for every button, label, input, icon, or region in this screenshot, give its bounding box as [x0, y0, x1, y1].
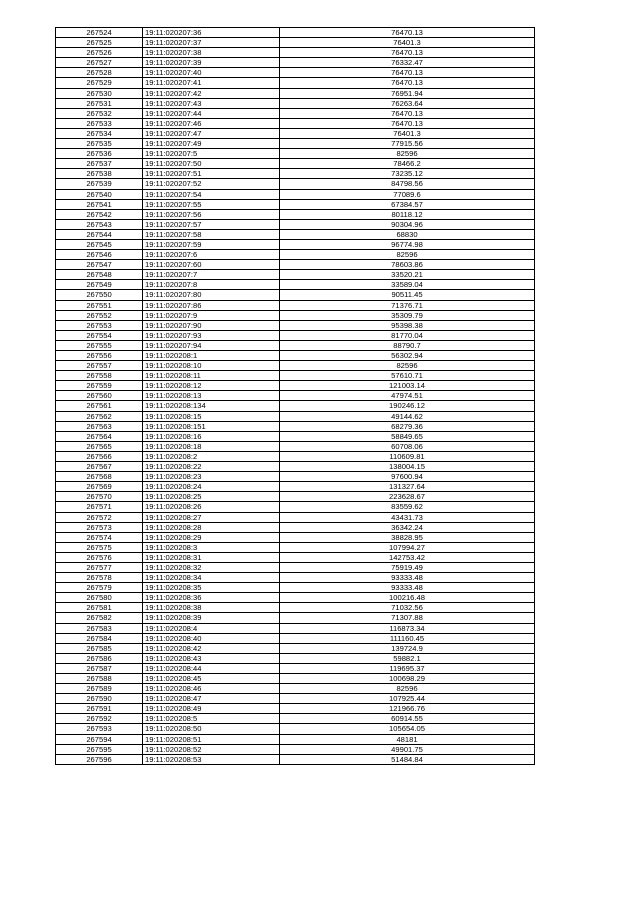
cadastral-number-cell: 19:11:020207:46: [143, 118, 280, 128]
row-id-cell: 267526: [56, 48, 143, 58]
cadastral-number-cell: 19:11:020207:37: [143, 38, 280, 48]
value-cell: 190246.12: [280, 401, 535, 411]
value-cell: 77089.6: [280, 189, 535, 199]
table-row: [56, 169, 535, 179]
table-row: [56, 290, 535, 300]
row-id-cell: 267553: [56, 320, 143, 330]
value-cell: 116873.34: [280, 623, 535, 633]
cadastral-number-cell: 19:11:020207:56: [143, 209, 280, 219]
value-cell: 68279.36: [280, 421, 535, 431]
cadastral-number-cell: 19:11:020207:54: [143, 189, 280, 199]
cadastral-number-cell: 19:11:020208:2: [143, 451, 280, 461]
cadastral-number-cell: 19:11:020207:90: [143, 320, 280, 330]
value-cell: 76263.64: [280, 98, 535, 108]
value-cell: 82596: [280, 250, 535, 260]
row-id-cell: 267559: [56, 381, 143, 391]
value-cell: 71307.88: [280, 613, 535, 623]
value-cell: 84798.56: [280, 179, 535, 189]
value-cell: 82596: [280, 361, 535, 371]
row-id-cell: 267552: [56, 310, 143, 320]
cadastral-number-cell: 19:11:020208:32: [143, 562, 280, 572]
table-row: [56, 663, 535, 673]
value-cell: 76470.13: [280, 118, 535, 128]
row-id-cell: 267591: [56, 704, 143, 714]
cadastral-number-cell: 19:11:020207:60: [143, 260, 280, 270]
cadastral-number-cell: 19:11:020207:38: [143, 48, 280, 58]
table-row: [56, 88, 535, 98]
table-row: [56, 28, 535, 38]
cadastral-number-cell: 19:11:020208:15: [143, 411, 280, 421]
table-row: [56, 724, 535, 734]
value-cell: 80118.12: [280, 209, 535, 219]
cadastral-number-cell: 19:11:020207:49: [143, 139, 280, 149]
cadastral-number-cell: 19:11:020208:23: [143, 472, 280, 482]
row-id-cell: 267529: [56, 78, 143, 88]
table-row: [56, 512, 535, 522]
row-id-cell: 267542: [56, 209, 143, 219]
cadastral-number-cell: 19:11:020208:10: [143, 361, 280, 371]
row-id-cell: 267584: [56, 633, 143, 643]
row-id-cell: 267532: [56, 108, 143, 118]
table-row: [56, 532, 535, 542]
table-row: [56, 441, 535, 451]
value-cell: 78466.2: [280, 159, 535, 169]
value-cell: 59882.1: [280, 653, 535, 663]
value-cell: 76401.3: [280, 38, 535, 48]
value-cell: 111160.45: [280, 633, 535, 643]
table-row: [56, 451, 535, 461]
table-row: [56, 108, 535, 118]
table-row: [56, 613, 535, 623]
table-row: [56, 239, 535, 249]
cadastral-number-cell: 19:11:020208:11: [143, 371, 280, 381]
table-row: [56, 562, 535, 572]
table-row: [56, 300, 535, 310]
table-row: [56, 431, 535, 441]
table-row: [56, 68, 535, 78]
table-row: [56, 674, 535, 684]
row-id-cell: 267545: [56, 239, 143, 249]
table-row: [56, 78, 535, 88]
cadastral-number-cell: 19:11:020208:40: [143, 633, 280, 643]
cadastral-number-cell: 19:11:020208:134: [143, 401, 280, 411]
value-cell: 107925.44: [280, 694, 535, 704]
row-id-cell: 267580: [56, 593, 143, 603]
cadastral-number-cell: 19:11:020208:1: [143, 351, 280, 361]
cadastral-number-cell: 19:11:020207:80: [143, 290, 280, 300]
row-id-cell: 267539: [56, 179, 143, 189]
cadastral-number-cell: 19:11:020208:49: [143, 704, 280, 714]
row-id-cell: 267560: [56, 391, 143, 401]
value-cell: 38828.95: [280, 532, 535, 542]
cadastral-number-cell: 19:11:020208:43: [143, 653, 280, 663]
cadastral-number-cell: 19:11:020208:34: [143, 573, 280, 583]
value-cell: 82596: [280, 684, 535, 694]
value-cell: 142753.42: [280, 552, 535, 562]
value-cell: 33520.21: [280, 270, 535, 280]
table-row: [56, 199, 535, 209]
row-id-cell: 267554: [56, 330, 143, 340]
row-id-cell: 267573: [56, 522, 143, 532]
value-cell: 110609.81: [280, 451, 535, 461]
cadastral-number-cell: 19:11:020208:18: [143, 441, 280, 451]
table-row: [56, 320, 535, 330]
row-id-cell: 267577: [56, 562, 143, 572]
cadastral-number-cell: 19:11:020208:39: [143, 613, 280, 623]
value-cell: 71032.56: [280, 603, 535, 613]
value-cell: 47974.51: [280, 391, 535, 401]
table-row: [56, 330, 535, 340]
cadastral-number-cell: 19:11:020208:22: [143, 462, 280, 472]
cadastral-number-cell: 19:11:020208:51: [143, 734, 280, 744]
value-cell: 90304.96: [280, 219, 535, 229]
cadastral-number-cell: 19:11:020208:13: [143, 391, 280, 401]
value-cell: 223628.67: [280, 492, 535, 502]
value-cell: 77915.56: [280, 139, 535, 149]
row-id-cell: 267578: [56, 573, 143, 583]
row-id-cell: 267547: [56, 260, 143, 270]
cadastral-number-cell: 19:11:020207:55: [143, 199, 280, 209]
value-cell: 93333.48: [280, 573, 535, 583]
table-row: [56, 684, 535, 694]
table-row: [56, 583, 535, 593]
cadastral-number-cell: 19:11:020207:36: [143, 28, 280, 38]
value-cell: 78603.86: [280, 260, 535, 270]
cadastral-number-cell: 19:11:020208:38: [143, 603, 280, 613]
table-row: [56, 351, 535, 361]
row-id-cell: 267581: [56, 603, 143, 613]
cadastral-number-cell: 19:11:020208:50: [143, 724, 280, 734]
row-id-cell: 267537: [56, 159, 143, 169]
table-row: [56, 421, 535, 431]
value-cell: 36342.24: [280, 522, 535, 532]
cadastral-number-cell: 19:11:020208:52: [143, 744, 280, 754]
value-cell: 75919.49: [280, 562, 535, 572]
cadastral-number-cell: 19:11:020207:9: [143, 310, 280, 320]
table-row: [56, 734, 535, 744]
row-id-cell: 267549: [56, 280, 143, 290]
row-id-cell: 267575: [56, 542, 143, 552]
row-id-cell: 267550: [56, 290, 143, 300]
table-row: [56, 593, 535, 603]
row-id-cell: 267571: [56, 502, 143, 512]
value-cell: 43431.73: [280, 512, 535, 522]
table-row: [56, 219, 535, 229]
row-id-cell: 267543: [56, 219, 143, 229]
value-cell: 100698.29: [280, 674, 535, 684]
cadastral-number-cell: 19:11:020208:24: [143, 482, 280, 492]
cadastral-number-cell: 19:11:020208:29: [143, 532, 280, 542]
cadastral-number-cell: 19:11:020207:42: [143, 88, 280, 98]
value-cell: 81770.04: [280, 330, 535, 340]
value-cell: 49144.62: [280, 411, 535, 421]
value-cell: 51484.84: [280, 754, 535, 764]
value-cell: 105654.05: [280, 724, 535, 734]
value-cell: 121003.14: [280, 381, 535, 391]
value-cell: 68830: [280, 229, 535, 239]
cadastral-number-cell: 19:11:020207:58: [143, 229, 280, 239]
table-row: [56, 250, 535, 260]
row-id-cell: 267538: [56, 169, 143, 179]
row-id-cell: 267555: [56, 340, 143, 350]
value-cell: 49901.75: [280, 744, 535, 754]
value-cell: 57610.71: [280, 371, 535, 381]
table-row: [56, 149, 535, 159]
table-row: [56, 623, 535, 633]
value-cell: 88790.7: [280, 340, 535, 350]
table-row: [56, 401, 535, 411]
value-cell: 76470.13: [280, 68, 535, 78]
value-cell: 60708.06: [280, 441, 535, 451]
cadastral-number-cell: 19:11:020208:12: [143, 381, 280, 391]
value-cell: 35309.79: [280, 310, 535, 320]
cadastral-number-cell: 19:11:020208:42: [143, 643, 280, 653]
value-cell: 93333.48: [280, 583, 535, 593]
table-row: [56, 159, 535, 169]
row-id-cell: 267544: [56, 229, 143, 239]
value-cell: 76332.47: [280, 58, 535, 68]
table-row: [56, 542, 535, 552]
row-id-cell: 267525: [56, 38, 143, 48]
table-row: [56, 502, 535, 512]
cadastral-number-cell: 19:11:020207:41: [143, 78, 280, 88]
data-table: [55, 27, 535, 765]
row-id-cell: 267593: [56, 724, 143, 734]
table-row: [56, 260, 535, 270]
value-cell: 73235.12: [280, 169, 535, 179]
row-id-cell: 267592: [56, 714, 143, 724]
cadastral-number-cell: 19:11:020208:3: [143, 542, 280, 552]
row-id-cell: 267551: [56, 300, 143, 310]
table-row: [56, 139, 535, 149]
table-row: [56, 522, 535, 532]
cadastral-number-cell: 19:11:020207:93: [143, 330, 280, 340]
cadastral-number-cell: 19:11:020208:27: [143, 512, 280, 522]
cadastral-number-cell: 19:11:020208:5: [143, 714, 280, 724]
cadastral-number-cell: 19:11:020207:57: [143, 219, 280, 229]
row-id-cell: 267594: [56, 734, 143, 744]
cadastral-number-cell: 19:11:020207:50: [143, 159, 280, 169]
table-row: [56, 48, 535, 58]
table-row: [56, 744, 535, 754]
value-cell: 76470.13: [280, 78, 535, 88]
cadastral-number-cell: 19:11:020207:43: [143, 98, 280, 108]
table-row: [56, 340, 535, 350]
cadastral-number-cell: 19:11:020208:44: [143, 663, 280, 673]
table-row: [56, 58, 535, 68]
row-id-cell: 267535: [56, 139, 143, 149]
row-id-cell: 267556: [56, 351, 143, 361]
row-id-cell: 267570: [56, 492, 143, 502]
cadastral-number-cell: 19:11:020208:53: [143, 754, 280, 764]
table-body: [56, 28, 535, 765]
table-row: [56, 603, 535, 613]
cadastral-number-cell: 19:11:020208:31: [143, 552, 280, 562]
value-cell: 48181: [280, 734, 535, 744]
cadastral-number-cell: 19:11:020207:40: [143, 68, 280, 78]
cadastral-number-cell: 19:11:020207:94: [143, 340, 280, 350]
table-row: [56, 179, 535, 189]
value-cell: 107994.27: [280, 542, 535, 552]
value-cell: 76470.13: [280, 108, 535, 118]
cadastral-number-cell: 19:11:020207:51: [143, 169, 280, 179]
cadastral-number-cell: 19:11:020207:52: [143, 179, 280, 189]
cadastral-number-cell: 19:11:020207:86: [143, 300, 280, 310]
row-id-cell: 267576: [56, 552, 143, 562]
value-cell: 76951.94: [280, 88, 535, 98]
row-id-cell: 267586: [56, 653, 143, 663]
table-row: [56, 482, 535, 492]
cadastral-number-cell: 19:11:020207:5: [143, 149, 280, 159]
value-cell: 76470.13: [280, 28, 535, 38]
value-cell: 97600.94: [280, 472, 535, 482]
row-id-cell: 267590: [56, 694, 143, 704]
table-row: [56, 98, 535, 108]
row-id-cell: 267558: [56, 371, 143, 381]
cadastral-number-cell: 19:11:020207:47: [143, 128, 280, 138]
value-cell: 71376.71: [280, 300, 535, 310]
table-row: [56, 118, 535, 128]
table-row: [56, 280, 535, 290]
row-id-cell: 267565: [56, 441, 143, 451]
table-row: [56, 754, 535, 764]
value-cell: 95398.38: [280, 320, 535, 330]
table-row: [56, 229, 535, 239]
table-row: [56, 573, 535, 583]
row-id-cell: 267528: [56, 68, 143, 78]
row-id-cell: 267569: [56, 482, 143, 492]
row-id-cell: 267534: [56, 128, 143, 138]
cadastral-number-cell: 19:11:020207:6: [143, 250, 280, 260]
row-id-cell: 267531: [56, 98, 143, 108]
value-cell: 60914.55: [280, 714, 535, 724]
cadastral-number-cell: 19:11:020208:4: [143, 623, 280, 633]
row-id-cell: 267585: [56, 643, 143, 653]
table-row: [56, 472, 535, 482]
table-row: [56, 653, 535, 663]
row-id-cell: 267582: [56, 613, 143, 623]
table-row: [56, 361, 535, 371]
cadastral-number-cell: 19:11:020208:45: [143, 674, 280, 684]
value-cell: 82596: [280, 149, 535, 159]
value-cell: 138004.15: [280, 462, 535, 472]
table-row: [56, 492, 535, 502]
value-cell: 67384.57: [280, 199, 535, 209]
row-id-cell: 267548: [56, 270, 143, 280]
cadastral-number-cell: 19:11:020207:7: [143, 270, 280, 280]
cadastral-number-cell: 19:11:020208:28: [143, 522, 280, 532]
row-id-cell: 267588: [56, 674, 143, 684]
row-id-cell: 267546: [56, 250, 143, 260]
value-cell: 96774.98: [280, 239, 535, 249]
value-cell: 119695.37: [280, 663, 535, 673]
value-cell: 90511.45: [280, 290, 535, 300]
table-row: [56, 633, 535, 643]
table-row: [56, 270, 535, 280]
table-row: [56, 209, 535, 219]
row-id-cell: 267568: [56, 472, 143, 482]
row-id-cell: 267596: [56, 754, 143, 764]
table-row: [56, 128, 535, 138]
row-id-cell: 267567: [56, 462, 143, 472]
value-cell: 58849.65: [280, 431, 535, 441]
cadastral-number-cell: 19:11:020208:26: [143, 502, 280, 512]
value-cell: 131327.64: [280, 482, 535, 492]
row-id-cell: 267563: [56, 421, 143, 431]
row-id-cell: 267587: [56, 663, 143, 673]
row-id-cell: 267533: [56, 118, 143, 128]
cadastral-number-cell: 19:11:020208:25: [143, 492, 280, 502]
table-row: [56, 381, 535, 391]
cadastral-number-cell: 19:11:020207:44: [143, 108, 280, 118]
row-id-cell: 267572: [56, 512, 143, 522]
table-row: [56, 391, 535, 401]
table-row: [56, 411, 535, 421]
row-id-cell: 267583: [56, 623, 143, 633]
value-cell: 100216.48: [280, 593, 535, 603]
value-cell: 121966.76: [280, 704, 535, 714]
table-row: [56, 552, 535, 562]
row-id-cell: 267564: [56, 431, 143, 441]
cadastral-number-cell: 19:11:020208:36: [143, 593, 280, 603]
table-row: [56, 462, 535, 472]
row-id-cell: 267589: [56, 684, 143, 694]
value-cell: 33589.04: [280, 280, 535, 290]
value-cell: 83559.62: [280, 502, 535, 512]
cadastral-number-cell: 19:11:020208:47: [143, 694, 280, 704]
row-id-cell: 267541: [56, 199, 143, 209]
table-row: [56, 643, 535, 653]
table-row: [56, 38, 535, 48]
table-row: [56, 371, 535, 381]
value-cell: 76470.13: [280, 48, 535, 58]
table-row: [56, 704, 535, 714]
row-id-cell: 267574: [56, 532, 143, 542]
cadastral-number-cell: 19:11:020208:35: [143, 583, 280, 593]
row-id-cell: 267527: [56, 58, 143, 68]
cadastral-number-cell: 19:11:020207:39: [143, 58, 280, 68]
row-id-cell: 267536: [56, 149, 143, 159]
cadastral-number-cell: 19:11:020208:46: [143, 684, 280, 694]
cadastral-number-cell: 19:11:020208:151: [143, 421, 280, 431]
table-row: [56, 310, 535, 320]
value-cell: 56302.94: [280, 351, 535, 361]
table-row: [56, 694, 535, 704]
value-cell: 76401.3: [280, 128, 535, 138]
row-id-cell: 267579: [56, 583, 143, 593]
cadastral-number-cell: 19:11:020207:8: [143, 280, 280, 290]
row-id-cell: 267562: [56, 411, 143, 421]
cadastral-number-cell: 19:11:020207:59: [143, 239, 280, 249]
cadastral-number-cell: 19:11:020208:16: [143, 431, 280, 441]
table-row: [56, 714, 535, 724]
row-id-cell: 267540: [56, 189, 143, 199]
value-cell: 139724.9: [280, 643, 535, 653]
row-id-cell: 267557: [56, 361, 143, 371]
row-id-cell: 267530: [56, 88, 143, 98]
row-id-cell: 267595: [56, 744, 143, 754]
table-row: [56, 189, 535, 199]
row-id-cell: 267524: [56, 28, 143, 38]
row-id-cell: 267561: [56, 401, 143, 411]
row-id-cell: 267566: [56, 451, 143, 461]
